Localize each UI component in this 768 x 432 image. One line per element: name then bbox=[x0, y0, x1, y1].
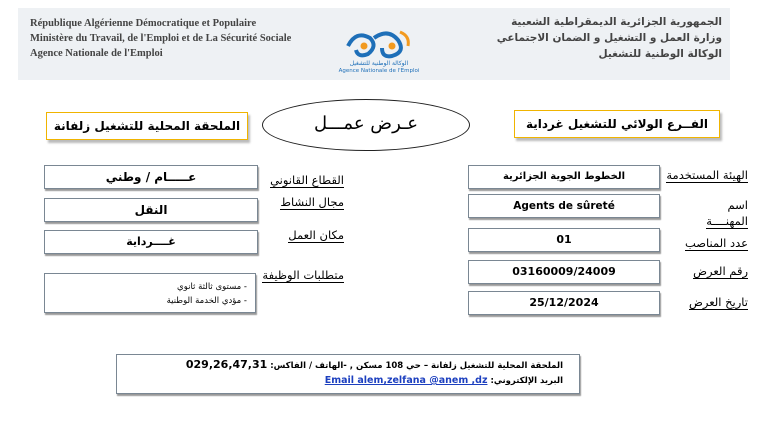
wilaya-branch-box: الفــرع الولائي للتشغيل غرداية bbox=[514, 110, 720, 138]
positions-field: 01 bbox=[468, 228, 660, 252]
requirement-1: - مستوى ثالثة ثانوي bbox=[177, 282, 247, 292]
logo-caption-ar: الوكالة الوطنية للتشغيل bbox=[349, 60, 409, 67]
contact-email-line bbox=[117, 375, 563, 387]
workplace-field: غــــرداية bbox=[44, 230, 258, 254]
offer-number-field: 03160009/24009 bbox=[468, 260, 660, 284]
job-title-field: Agents de sûreté bbox=[468, 194, 660, 218]
offer-number-label: رقم العرض bbox=[693, 264, 748, 278]
header-arabic bbox=[497, 14, 722, 62]
requirements-label: متطلبات الوظيفة bbox=[262, 268, 344, 282]
offer-date-label: تاريخ العرض bbox=[688, 295, 748, 309]
sector-field: عـــــام / وطني bbox=[44, 165, 258, 189]
local-agency-box: الملحقة المحلية للتشغيل زلفانة bbox=[46, 112, 248, 140]
positions-label: عدد المناصب bbox=[684, 236, 748, 250]
activity-label: مجال النشاط bbox=[280, 195, 344, 209]
logo-caption-fr: Agence Nationale de l'Emploi bbox=[338, 68, 420, 74]
contact-email-link[interactable]: Email alem,zelfana @anem ,dz bbox=[324, 375, 488, 386]
job-title-label-2: المهنــــة bbox=[706, 214, 748, 228]
sector-label: القطاع القانوني bbox=[270, 173, 344, 187]
header-fr-line3: Agence Nationale de l'Emploi bbox=[30, 48, 163, 59]
header-ar-line1: الجمهورية الجزائرية الديمقراطية الشعبية bbox=[511, 16, 722, 28]
offer-date-field: 25/12/2024 bbox=[468, 291, 660, 315]
anem-logo-icon bbox=[334, 16, 424, 76]
contact-email-label: البريد الإلكتروني: bbox=[490, 376, 563, 386]
header-fr-line2: Ministère du Travail, de l'Emploi et de La Sécurité Sociale bbox=[30, 33, 292, 44]
employer-label: الهيئة المستخدمة bbox=[666, 168, 748, 182]
contact-box bbox=[116, 354, 580, 394]
header-ar-line2: وزارة العمل و التشغيل و الضمان الاجتماعي bbox=[496, 32, 722, 44]
workplace-label: مكان العمل bbox=[288, 228, 344, 242]
contact-address-line bbox=[117, 359, 563, 372]
requirement-2: - مؤدي الخدمة الوطنية bbox=[166, 296, 247, 306]
header-french bbox=[30, 16, 291, 61]
job-title-label bbox=[656, 197, 748, 229]
contact-phone: 029,26,47,31 bbox=[185, 358, 268, 371]
job-title-label-1: اسم bbox=[727, 198, 748, 212]
employer-field: الخطوط الجوية الجزائرية bbox=[468, 165, 660, 189]
header-ar-line3: الوكالة الوطنية للتشغيل bbox=[598, 48, 722, 60]
header-fr-line1: République Algérienne Démocratique et Populaire bbox=[30, 18, 257, 29]
activity-field: النقل bbox=[44, 198, 258, 222]
requirements-field bbox=[44, 273, 256, 313]
offer-title: عـرض عمـــل bbox=[262, 99, 470, 151]
contact-address: الملحقة المحلية للتشغيل زلفانة – حي 108 مسكن , -الهاتف / الفاكس: bbox=[270, 361, 563, 371]
